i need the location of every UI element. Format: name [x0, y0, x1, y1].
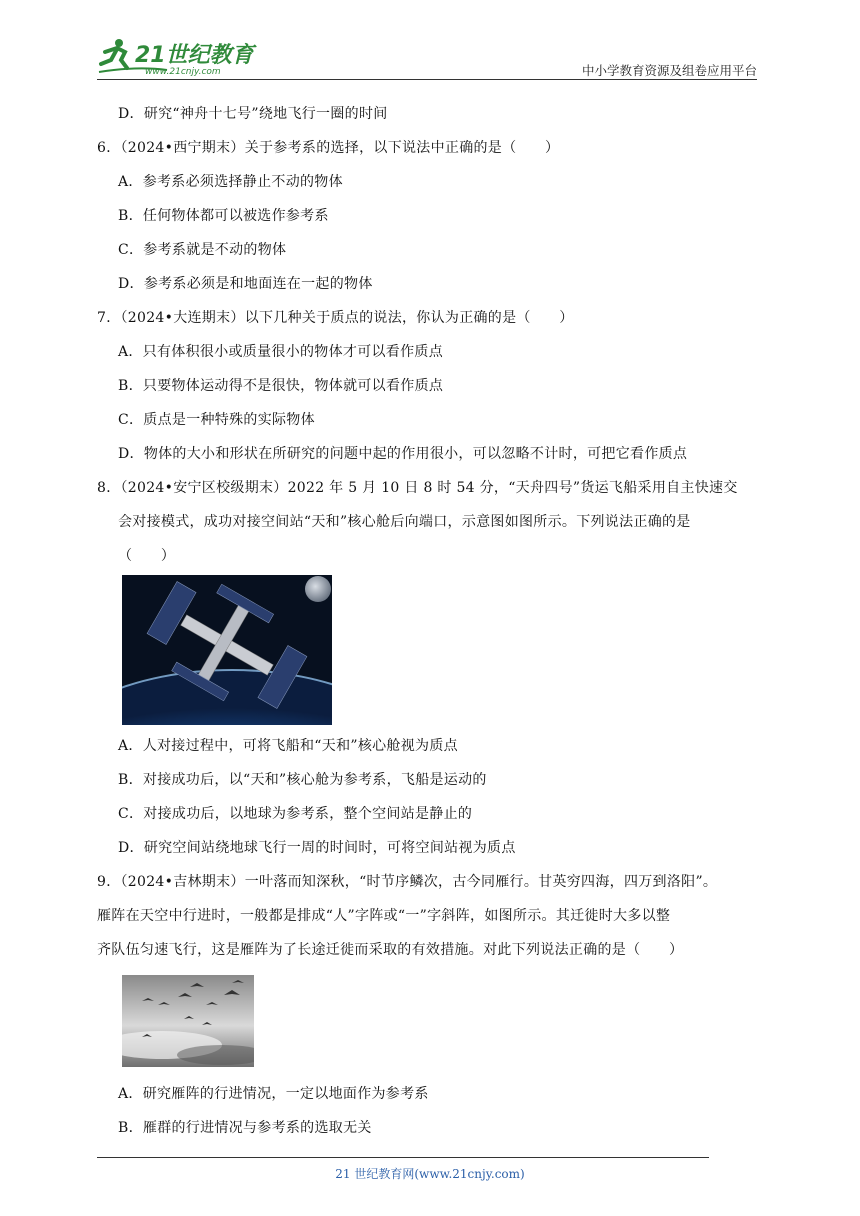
logo-text: 21世纪教育: [135, 43, 254, 68]
question-7-option-b: B．只要物体运动得不是很快，物体就可以看作质点: [118, 378, 444, 394]
question-6-stem: 6．（2024•西宁期末）关于参考系的选择，以下说法中正确的是（ ）: [97, 140, 560, 156]
logo-url: www.21cnjy.com: [145, 67, 221, 76]
space-station-image: [122, 575, 332, 725]
question-7-option-c: C．质点是一种特殊的实际物体: [118, 412, 315, 428]
21cnjy-logo: [97, 36, 267, 76]
question-9-option-a: A．研究雁阵的行进情况，一定以地面作为参考系: [118, 1086, 429, 1102]
page-footer: 21 世纪教育网(www.21cnjy.com): [335, 1167, 525, 1181]
question-9-stem-cont-2: 齐队伍匀速飞行，这是雁阵为了长途迁徙而采取的有效措施。对此下列说法正确的是（ ）: [97, 942, 684, 958]
question-6-option-a: A．参考系必须选择静止不动的物体: [118, 174, 343, 190]
page-header: [97, 34, 757, 82]
question-5-option-d: D．研究“神舟十七号”绕地飞行一圈的时间: [118, 106, 388, 122]
question-6-option-c: C．参考系就是不动的物体: [118, 242, 287, 258]
question-8-option-b: B．对接成功后，以“天和”核心舱为参考系，飞船是运动的: [118, 772, 487, 788]
footer-divider: [97, 1157, 709, 1158]
question-6-option-b: B．任何物体都可以被选作参考系: [118, 208, 329, 224]
geese-formation-image: [122, 975, 254, 1067]
question-8-stem: 8．（2024•安宁区校级期末）2022 年 5 月 10 日 8 时 54 分，“天舟四号”货运飞船采用自主快速交: [97, 480, 738, 496]
question-7-option-d: D．物体的大小和形状在所研究的问题中起的作用很小，可以忽略不计时，可把它看作质点: [118, 446, 688, 462]
question-7-stem: 7．（2024•大连期末）以下几种关于质点的说法，你认为正确的是（ ）: [97, 310, 574, 326]
question-7-option-a: A．只有体积很小或质量很小的物体才可以看作质点: [118, 344, 444, 360]
question-8-stem-cont: 会对接模式，成功对接空间站“天和”核心舱后向端口，示意图如图所示。下列说法正确的是: [118, 514, 691, 530]
question-6-option-d: D．参考系必须是和地面连在一起的物体: [118, 276, 373, 292]
question-8-option-c: C．对接成功后，以地球为参考系，整个空间站是静止的: [118, 806, 473, 822]
question-9-stem: 9．（2024•吉林期末）一叶落而知深秋，“时节序鳞次，古今同雁行。甘英穷四海，四万到洛阳”。: [97, 874, 718, 890]
header-divider: [97, 79, 757, 80]
question-8-answer-blank: （ ）: [118, 548, 176, 564]
question-9-stem-cont-1: 雁阵在天空中行进时，一般都是排成“人”字阵或“一”字斜阵，如图所示。其迁徙时大多以整: [97, 908, 671, 924]
question-9-option-b: B．雁群的行进情况与参考系的选取无关: [118, 1120, 372, 1136]
question-8-option-d: D．研究空间站绕地球飞行一周的时间时，可将空间站视为质点: [118, 840, 516, 856]
header-platform-name: 中小学教育资源及组卷应用平台: [581, 63, 757, 78]
question-8-option-a: A．人对接过程中，可将飞船和“天和”核心舱视为质点: [118, 738, 458, 754]
